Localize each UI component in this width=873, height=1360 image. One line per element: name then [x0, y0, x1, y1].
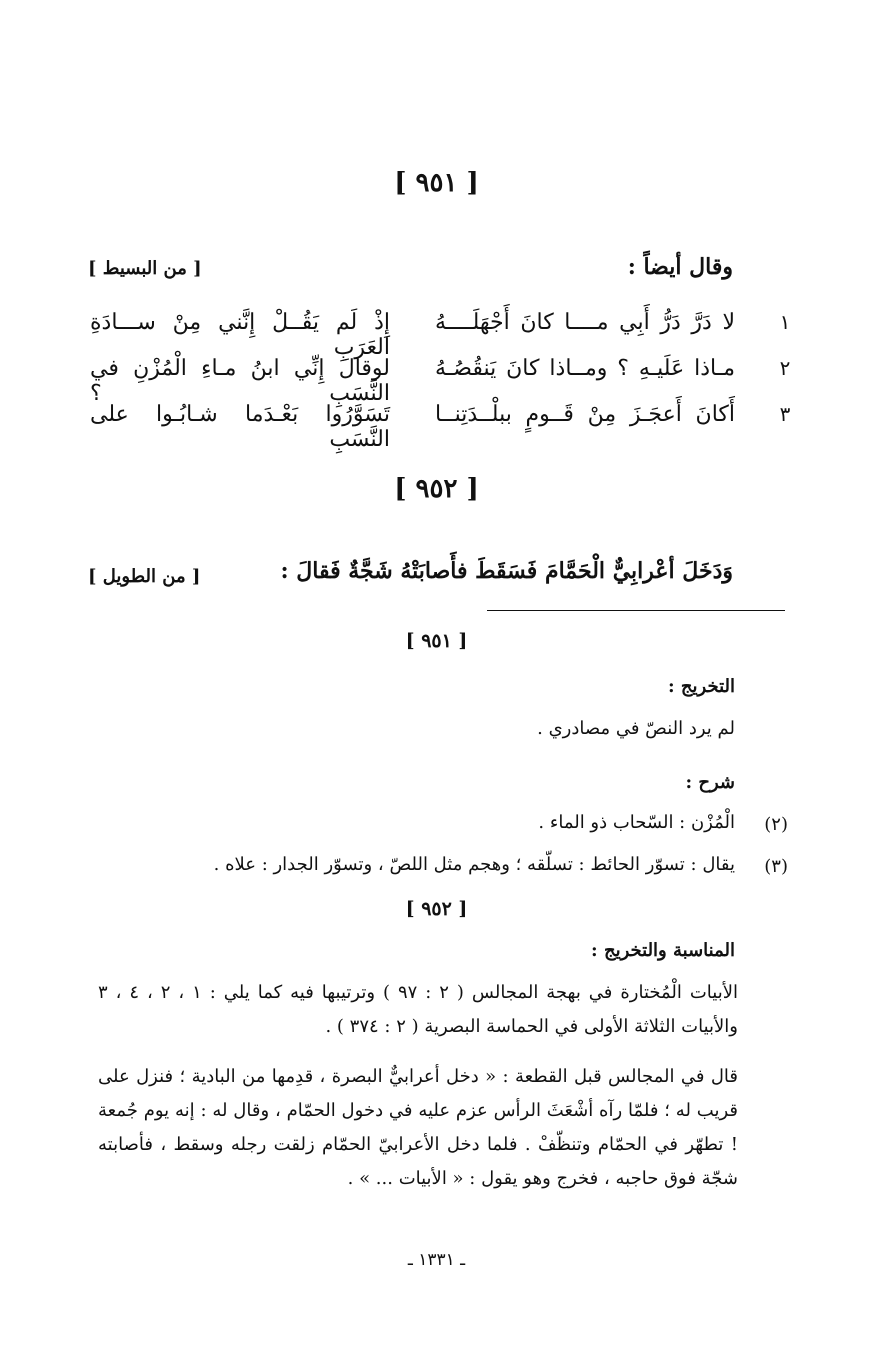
gloss-number: (٣) — [764, 856, 788, 877]
gloss-text: يقال : تسوّر الحائط : تسلّقه ؛ وهجم مثل اللصّ ، وتسوّر الجدار : علاه . — [213, 854, 735, 875]
gloss-number: (٢) — [764, 814, 788, 835]
verse-first-hemistich: مـاذا عَلَيـهِ ؟ ومــاذا كانَ يَنقُصُـهُ — [435, 356, 735, 381]
takhrij-heading: التخريج : — [667, 676, 735, 697]
verse-first-hemistich: لا دَرَّ دَرُّ أَبِي مــــا كانَ أَجْهَلَــــهُ — [435, 310, 735, 335]
gloss-text: الْمُزْن : السّحاب ذو الماء . — [538, 812, 735, 833]
verse-first-hemistich: أَكانَ أَعجَـزَ مِنْ قَــومٍ ببلْــدَتِنــا — [435, 402, 735, 427]
verse-second-hemistich: لوقالَ إِنِّي ابنُ مـاءِ الْمُزْنِ في النَّسَبِ ؟ — [90, 356, 390, 406]
verse-second-hemistich: تَسَوَّرُوا بَعْـدَما شـابُـوا على النَّسَبِ — [90, 402, 390, 452]
verse-row-2 — [80, 356, 800, 406]
poem-number-951: [ ٩٥١ ] — [394, 168, 479, 198]
page-number: ـ ١٣٣١ ـ — [407, 1250, 466, 1270]
poem-intro-952: وَدَخَلَ أعْرابِيٌّ الْحَمَّامَ فَسَقَطَ فأَصابَتْهُ شَجَّةٌ فَقالَ : — [280, 558, 733, 584]
verse-number: ١ — [779, 310, 791, 334]
poem-intro-951: وقال أيضاً : — [627, 254, 733, 280]
sharh-heading: شرح : — [685, 772, 735, 793]
notes-number-952: [ ٩٥٢ ] — [405, 898, 468, 920]
verse-number: ٢ — [779, 356, 791, 380]
footnote-separator — [487, 610, 785, 611]
poem-number-952: [ ٩٥٢ ] — [394, 474, 479, 504]
occasion-paragraph: قال في المجالس قبل القطعة : « دخل أعرابيٌّ البصرة ، قدِمها من البادية ؛ فنزل على قريب له ؛ فلمّا رآه أشْعَثَ الرأس عزم عليه في دخول الحمّام ، وقال له : إنه يوم جُمعة ! تطهّر في الحمّام وتنظّفْ . فلما دخل الأعرابيّ الحمّام زلقت رجله وسقط ، فأصابته شجّة فوق حاجبه ، فخرج وهو يقول : « الأبيات ... » . — [98, 1066, 738, 1189]
occasion-heading: المناسبة والتخريج : — [591, 940, 735, 961]
meter-label-951: [ من البسيط ] — [88, 258, 202, 279]
verse-row-3 — [80, 402, 800, 452]
notes-number-951: [ ٩٥١ ] — [405, 630, 468, 652]
verse-second-hemistich: إِذْ لَم يَقُــلْ إِنَّني مِنْ ســـادَةِ العَرَبِ — [90, 310, 390, 360]
verse-row-1 — [80, 310, 800, 360]
meter-label-952: [ من الطويل ] — [88, 566, 201, 587]
verse-number: ٣ — [779, 402, 791, 426]
sources-paragraph: الأبيات الْمُختارة في بهجة المجالس ( ٢ : ٩٧ ) وترتيبها فيه كما يلي : ١ ، ٢ ، ٤ ، ٣ والأبيات الثلاثة الأولى في الحماسة البصرية ( ٢ : ٣٧٤ ) . — [98, 982, 738, 1037]
takhrij-text: لم يرد النصّ في مصادري . — [537, 718, 735, 739]
